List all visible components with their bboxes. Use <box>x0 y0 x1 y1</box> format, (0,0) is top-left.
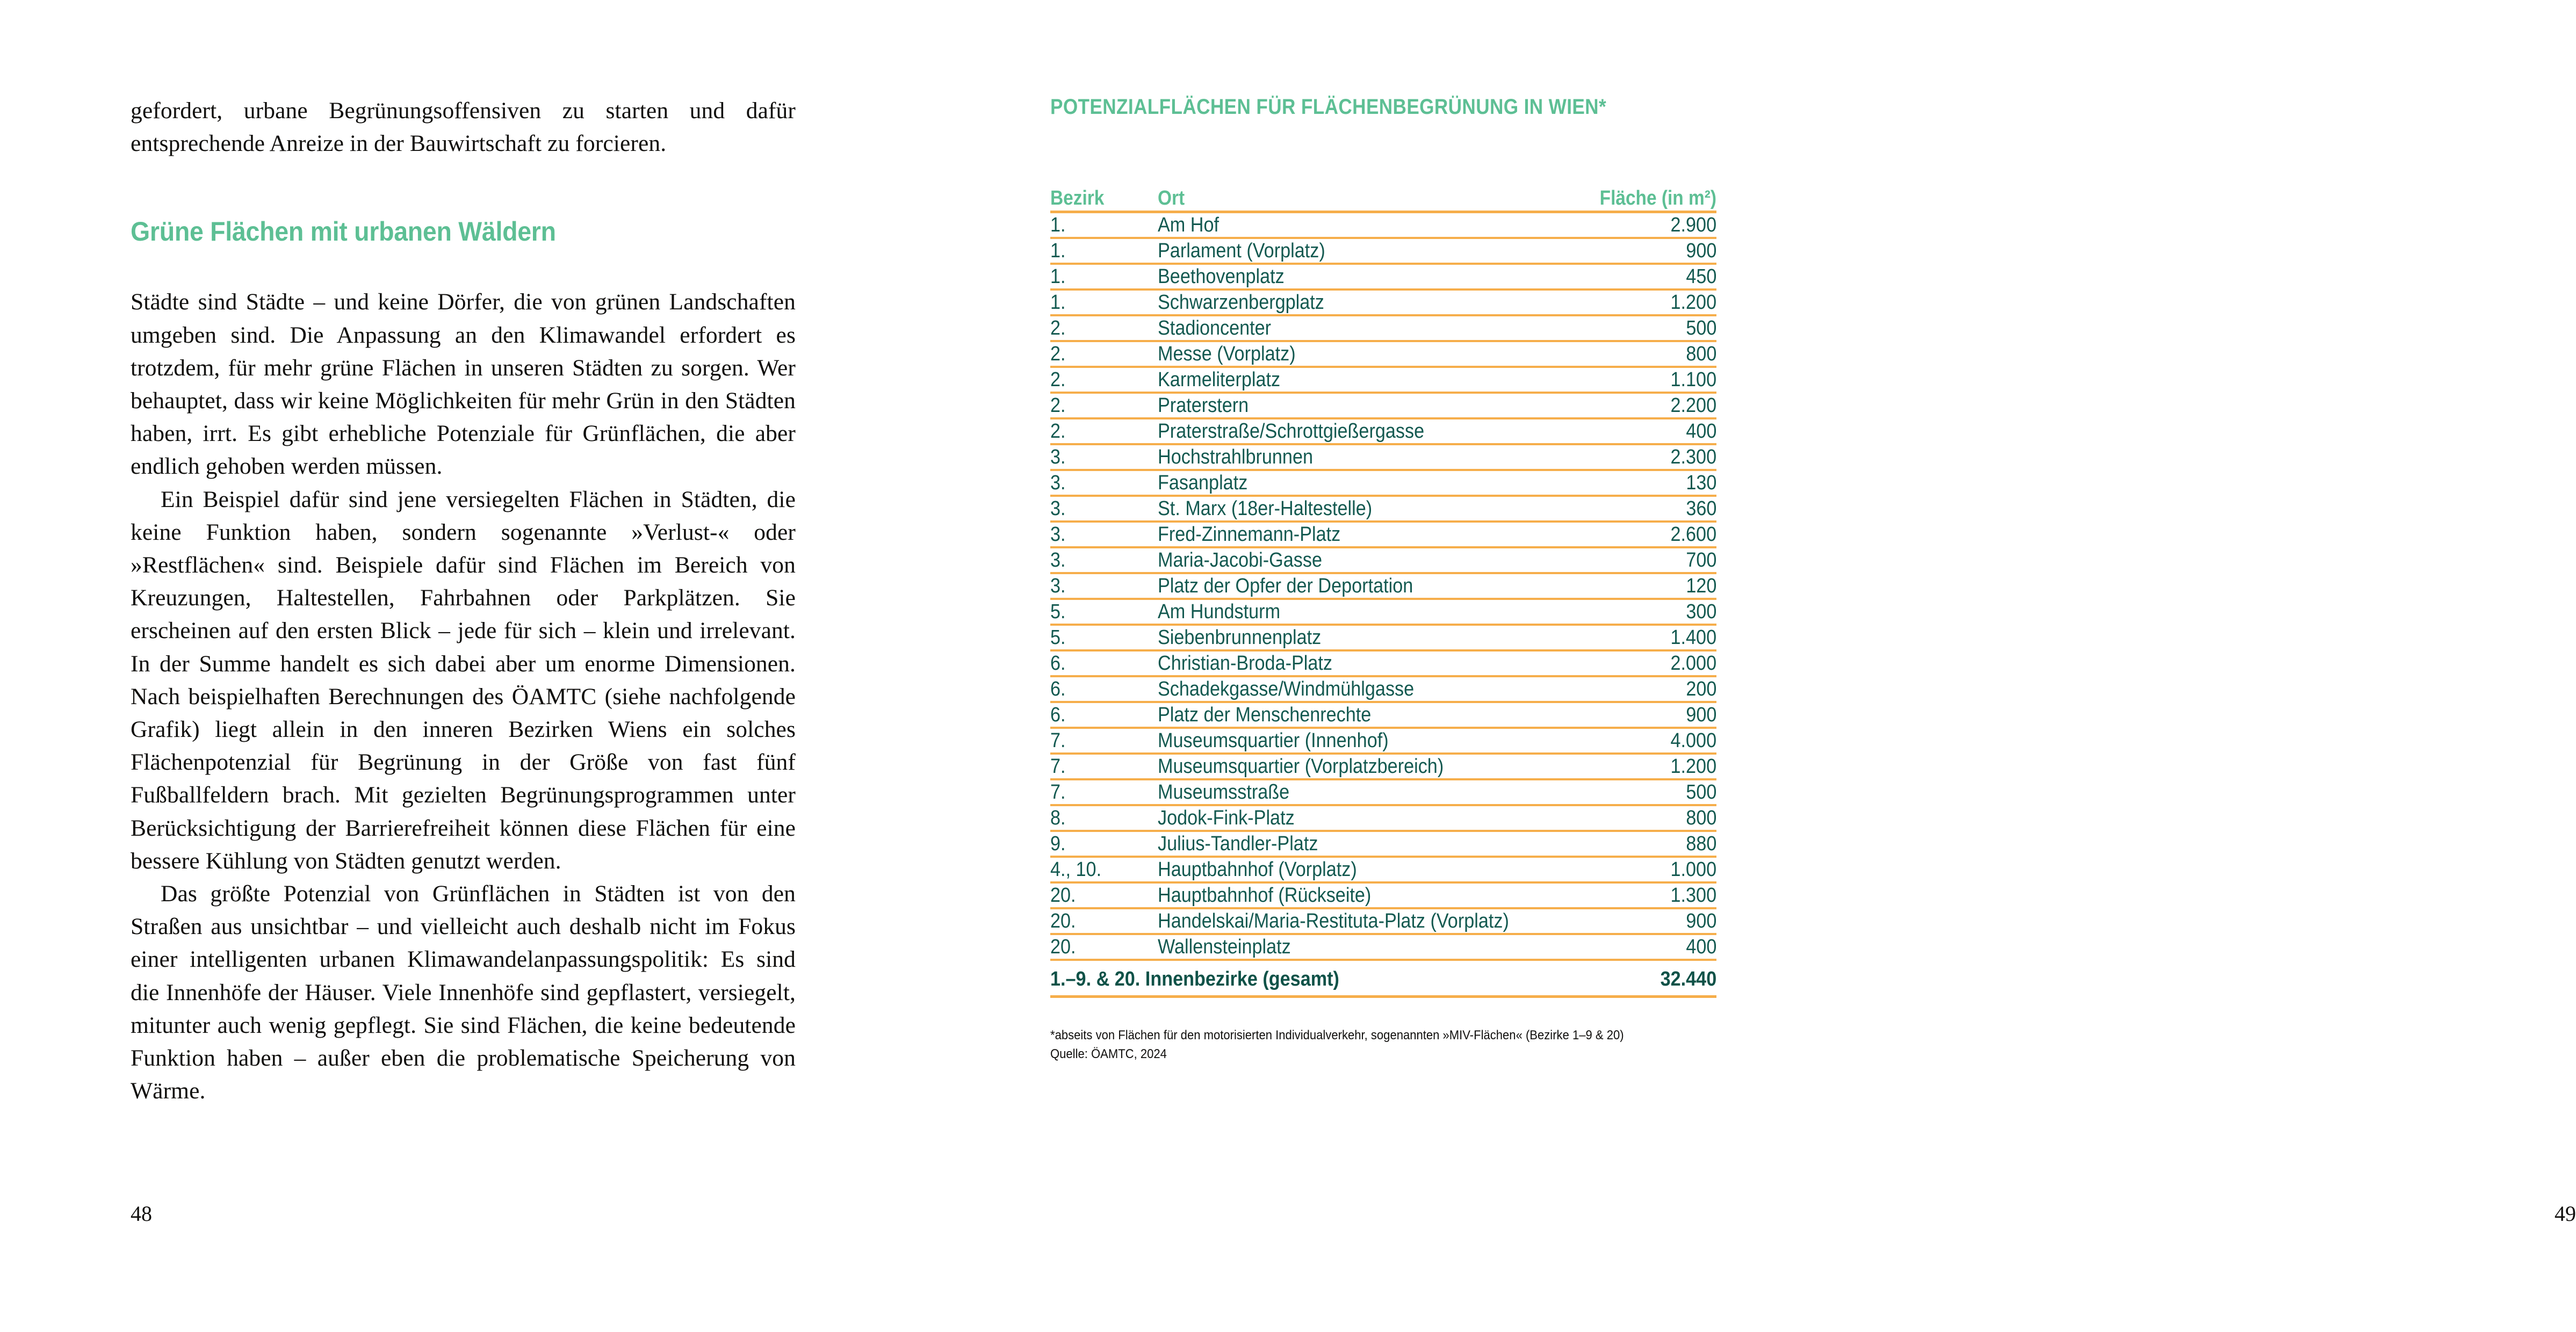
cell-flaeche <box>1558 728 1716 754</box>
cell-flaeche <box>1558 625 1716 650</box>
cell-ort-value: Fasanplatz <box>1158 472 1248 494</box>
cell-ort-value: Museumsquartier (Innenhof) <box>1158 729 1389 752</box>
table-row <box>1050 702 1716 728</box>
cell-bezirk <box>1050 264 1158 289</box>
cell-ort-value: Parlament (Vorplatz) <box>1158 240 1325 262</box>
footnote-line-2: Quelle: ÖAMTC, 2024 <box>1050 1047 1167 1061</box>
cell-bezirk <box>1050 522 1158 547</box>
cell-ort-value: Wallensteinplatz <box>1158 936 1291 958</box>
cell-ort <box>1158 367 1558 393</box>
table-row <box>1050 496 1716 522</box>
cell-ort <box>1158 676 1558 702</box>
cell-bezirk <box>1050 702 1158 728</box>
table-row <box>1050 599 1716 625</box>
cell-ort <box>1158 212 1558 238</box>
cell-flaeche <box>1558 341 1716 367</box>
table-row <box>1050 264 1716 289</box>
right-page <box>920 0 2576 1332</box>
cell-flaeche <box>1558 470 1716 496</box>
cell-bezirk-value: 2. <box>1050 317 1066 339</box>
intro-paragraph: gefordert, urbane Begrünungsoffensiven zu starten und dafür entsprechende Anreize in der Bauwirtschaft zu forcieren. <box>131 98 796 157</box>
table-row <box>1050 444 1716 470</box>
cell-bezirk <box>1050 882 1158 908</box>
cell-ort-value: Christian-Broda-Platz <box>1158 652 1333 675</box>
cell-flaeche <box>1558 934 1716 960</box>
cell-bezirk <box>1050 341 1158 367</box>
cell-bezirk-value: 9. <box>1050 832 1066 855</box>
cell-flaeche <box>1558 547 1716 573</box>
cell-flaeche <box>1558 805 1716 831</box>
cell-bezirk <box>1050 289 1158 315</box>
section-heading: Grüne Flächen mit urbanen Wäldern <box>131 216 556 247</box>
table-title: POTENZIALFLÄCHEN FÜR FLÄCHENBEGRÜNUNG IN WIEN* <box>1050 95 1607 119</box>
cell-ort-value: Fred-Zinnemann-Platz <box>1158 523 1341 546</box>
table-row <box>1050 934 1716 960</box>
table-row <box>1050 908 1716 934</box>
table-row <box>1050 212 1716 238</box>
table-row <box>1050 418 1716 444</box>
cell-flaeche <box>1558 754 1716 779</box>
column-header-bezirk-label: Bezirk <box>1050 187 1105 209</box>
cell-ort <box>1158 470 1558 496</box>
cell-bezirk-value: 3. <box>1050 497 1066 520</box>
cell-bezirk-value: 3. <box>1050 523 1066 546</box>
cell-ort-value: Julius-Tandler-Platz <box>1158 832 1318 855</box>
cell-bezirk-value: 8. <box>1050 807 1066 829</box>
cell-flaeche <box>1558 522 1716 547</box>
cell-ort <box>1158 728 1558 754</box>
table-row <box>1050 315 1716 341</box>
cell-ort-value: Platz der Menschenrechte <box>1158 704 1372 726</box>
footnote-line-1: *abseits von Flächen für den motorisierten Individualverkehr, sogenannten »MIV-Flächen« (Bezirke 1–9 & 20) <box>1050 1028 1624 1043</box>
cell-bezirk-value: 1. <box>1050 291 1066 314</box>
table-row <box>1050 341 1716 367</box>
cell-ort <box>1158 238 1558 264</box>
cell-ort-value: Beethovenplatz <box>1158 265 1285 288</box>
potential-areas-table <box>1050 186 1716 998</box>
cell-flaeche-value: 700 <box>1685 549 1716 571</box>
cell-ort <box>1158 289 1558 315</box>
cell-flaeche-value: 2.600 <box>1670 523 1716 546</box>
total-value-text: 32.440 <box>1660 968 1716 990</box>
cell-ort <box>1158 625 1558 650</box>
cell-flaeche <box>1558 315 1716 341</box>
body-paragraph-1: Städte sind Städte – und keine Dörfer, die von grünen Landschaften umgeben sind. Die Anpassung an den Klimawandel erfordert es trotzdem, für mehr grüne Flächen in unseren Städten zu sorgen. Wer behauptet, dass wir keine Möglichkeiten für mehr Grün in den Städten haben, irrt. Es gibt erhebliche Potenziale für Grünflächen, die aber endlich gehoben werden müssen. <box>131 289 796 480</box>
cell-flaeche <box>1558 444 1716 470</box>
table-row <box>1050 547 1716 573</box>
cell-flaeche-value: 360 <box>1685 497 1716 520</box>
table-row <box>1050 882 1716 908</box>
left-text-column <box>131 95 796 1107</box>
cell-flaeche <box>1558 857 1716 882</box>
cell-bezirk <box>1050 418 1158 444</box>
body-paragraph-2: Ein Beispiel dafür sind jene versiegelten Flächen in Städten, die keine Funktion haben, sondern sogenannte »Verlust-« oder »Restflächen« sind. Beispiele dafür sind Flächen im Bereich von Kreuzungen, Haltestellen, Fahrbahnen oder Parkplätzen. Sie erscheinen auf den ersten Blick – jede für sich – klein und irrelevant. In der Summe handelt es sich dabei aber um enorme Dimensionen. Nach beispielhaften Berechnungen des ÖAMTC (siehe nachfolgende Grafik) liegt allein in den inneren Bezirken Wiens ein solches Flächenpotenzial für Begrünung in der Größe von fast fünf Fußballfeldern brach. Mit gezielten Begrünungsprogrammen unter Berücksichtigung der Barrierefreiheit können diese Flächen für eine bessere Kühlung von Städten genutzt werden. <box>131 486 796 874</box>
cell-bezirk-value: 2. <box>1050 394 1066 417</box>
cell-bezirk-value: 20. <box>1050 910 1076 932</box>
cell-flaeche <box>1558 908 1716 934</box>
left-page <box>0 0 920 1332</box>
cell-ort <box>1158 908 1558 934</box>
cell-bezirk <box>1050 599 1158 625</box>
cell-bezirk <box>1050 831 1158 857</box>
cell-bezirk-value: 3. <box>1050 472 1066 494</box>
cell-bezirk <box>1050 908 1158 934</box>
cell-ort-value: Stadioncenter <box>1158 317 1272 339</box>
cell-flaeche-value: 880 <box>1685 832 1716 855</box>
cell-flaeche-value: 900 <box>1685 704 1716 726</box>
cell-bezirk <box>1050 238 1158 264</box>
cell-bezirk <box>1050 573 1158 599</box>
cell-flaeche <box>1558 676 1716 702</box>
cell-ort-value: Museumsstraße <box>1158 781 1290 803</box>
table-row <box>1050 625 1716 650</box>
cell-flaeche-value: 2.300 <box>1670 446 1716 468</box>
cell-bezirk <box>1050 547 1158 573</box>
cell-bezirk <box>1050 805 1158 831</box>
cell-flaeche-value: 2.000 <box>1670 652 1716 675</box>
column-header-ort <box>1158 186 1558 212</box>
cell-bezirk-value: 3. <box>1050 446 1066 468</box>
cell-ort-value: Hauptbahnhof (Vorplatz) <box>1158 858 1357 881</box>
cell-flaeche <box>1558 238 1716 264</box>
table-row <box>1050 754 1716 779</box>
cell-ort <box>1158 496 1558 522</box>
cell-ort <box>1158 547 1558 573</box>
cell-bezirk <box>1050 470 1158 496</box>
cell-ort-value: Praterstern <box>1158 394 1249 417</box>
page-number-right: 49 <box>2555 1201 2576 1226</box>
cell-flaeche-value: 500 <box>1685 781 1716 803</box>
cell-ort <box>1158 650 1558 676</box>
table-row <box>1050 393 1716 418</box>
cell-ort <box>1158 857 1558 882</box>
cell-bezirk-value: 7. <box>1050 781 1066 803</box>
cell-ort-value: Platz der Opfer der Deportation <box>1158 575 1413 597</box>
table-total-row <box>1050 960 1716 997</box>
table-row <box>1050 573 1716 599</box>
table-row <box>1050 522 1716 547</box>
cell-ort <box>1158 522 1558 547</box>
cell-flaeche <box>1558 779 1716 805</box>
cell-flaeche <box>1558 367 1716 393</box>
cell-bezirk-value: 3. <box>1050 575 1066 597</box>
cell-bezirk-value: 4., 10. <box>1050 858 1102 881</box>
table-body <box>1050 212 1716 997</box>
cell-flaeche-value: 300 <box>1685 600 1716 623</box>
cell-flaeche <box>1558 496 1716 522</box>
cell-flaeche-value: 1.200 <box>1670 755 1716 778</box>
cell-ort <box>1158 754 1558 779</box>
cell-ort-value: St. Marx (18er-Haltestelle) <box>1158 497 1373 520</box>
right-content-column <box>1050 95 1716 1063</box>
cell-flaeche <box>1558 702 1716 728</box>
cell-bezirk-value: 5. <box>1050 600 1066 623</box>
cell-ort <box>1158 882 1558 908</box>
cell-flaeche-value: 450 <box>1685 265 1716 288</box>
table-row <box>1050 367 1716 393</box>
cell-bezirk <box>1050 754 1158 779</box>
cell-ort-value: Hochstrahlbrunnen <box>1158 446 1313 468</box>
cell-bezirk <box>1050 650 1158 676</box>
table-row <box>1050 238 1716 264</box>
cell-flaeche-value: 500 <box>1685 317 1716 339</box>
cell-ort <box>1158 418 1558 444</box>
cell-ort-value: Schadekgasse/Windmühlgasse <box>1158 678 1415 700</box>
cell-ort <box>1158 805 1558 831</box>
cell-ort <box>1158 573 1558 599</box>
cell-bezirk <box>1050 315 1158 341</box>
cell-flaeche-value: 800 <box>1685 343 1716 365</box>
cell-ort <box>1158 341 1558 367</box>
cell-flaeche-value: 900 <box>1685 910 1716 932</box>
cell-bezirk-value: 7. <box>1050 755 1066 778</box>
cell-bezirk <box>1050 444 1158 470</box>
cell-bezirk <box>1050 212 1158 238</box>
cell-bezirk-value: 20. <box>1050 936 1076 958</box>
cell-flaeche <box>1558 882 1716 908</box>
cell-bezirk <box>1050 367 1158 393</box>
column-header-ort-label: Ort <box>1158 187 1185 209</box>
table-row <box>1050 470 1716 496</box>
cell-ort-value: Museumsquartier (Vorplatzbereich) <box>1158 755 1444 778</box>
cell-bezirk <box>1050 934 1158 960</box>
cell-flaeche-value: 800 <box>1685 807 1716 829</box>
cell-flaeche <box>1558 264 1716 289</box>
table-row <box>1050 650 1716 676</box>
cell-ort-value: Siebenbrunnenplatz <box>1158 626 1322 649</box>
cell-flaeche-value: 1.400 <box>1670 626 1716 649</box>
cell-ort <box>1158 831 1558 857</box>
cell-bezirk <box>1050 625 1158 650</box>
cell-flaeche-value: 120 <box>1685 575 1716 597</box>
cell-flaeche <box>1558 289 1716 315</box>
cell-bezirk-value: 2. <box>1050 420 1066 443</box>
table-row <box>1050 805 1716 831</box>
table-row <box>1050 779 1716 805</box>
column-header-flaeche <box>1558 186 1716 212</box>
cell-flaeche-value: 1.100 <box>1670 368 1716 391</box>
cell-ort <box>1158 393 1558 418</box>
table-row <box>1050 676 1716 702</box>
cell-ort <box>1158 444 1558 470</box>
cell-ort-value: Handelskai/Maria-Restituta-Platz (Vorplatz) <box>1158 910 1509 932</box>
cell-flaeche-value: 130 <box>1685 472 1716 494</box>
cell-ort <box>1158 702 1558 728</box>
table-row <box>1050 831 1716 857</box>
cell-bezirk <box>1050 393 1158 418</box>
table-header-row <box>1050 186 1716 212</box>
cell-flaeche-value: 4.000 <box>1670 729 1716 752</box>
cell-bezirk <box>1050 676 1158 702</box>
cell-bezirk <box>1050 496 1158 522</box>
cell-bezirk-value: 2. <box>1050 343 1066 365</box>
cell-ort-value: Messe (Vorplatz) <box>1158 343 1296 365</box>
cell-bezirk-value: 5. <box>1050 626 1066 649</box>
cell-ort-value: Schwarzenbergplatz <box>1158 291 1324 314</box>
cell-flaeche-value: 2.900 <box>1670 214 1716 236</box>
cell-bezirk-value: 1. <box>1050 265 1066 288</box>
cell-flaeche-value: 1.000 <box>1670 858 1716 881</box>
total-label <box>1050 960 1558 997</box>
cell-bezirk <box>1050 857 1158 882</box>
cell-ort-value: Am Hundsturm <box>1158 600 1281 623</box>
table-footnote <box>1050 1026 1716 1063</box>
cell-flaeche <box>1558 831 1716 857</box>
cell-flaeche-value: 1.300 <box>1670 884 1716 907</box>
cell-bezirk-value: 1. <box>1050 214 1066 236</box>
table-head <box>1050 186 1716 212</box>
table-row <box>1050 289 1716 315</box>
cell-bezirk-value: 1. <box>1050 240 1066 262</box>
cell-ort <box>1158 779 1558 805</box>
cell-ort <box>1158 315 1558 341</box>
cell-bezirk-value: 6. <box>1050 678 1066 700</box>
total-value <box>1558 960 1716 997</box>
column-header-bezirk <box>1050 186 1158 212</box>
cell-ort-value: Karmeliterplatz <box>1158 368 1281 391</box>
cell-ort-value: Am Hof <box>1158 214 1220 236</box>
page-number-left: 48 <box>131 1201 152 1226</box>
cell-flaeche-value: 2.200 <box>1670 394 1716 417</box>
cell-bezirk-value: 6. <box>1050 704 1066 726</box>
cell-bezirk-value: 20. <box>1050 884 1076 907</box>
cell-flaeche <box>1558 650 1716 676</box>
cell-ort-value: Hauptbahnhof (Rückseite) <box>1158 884 1372 907</box>
total-label-text: 1.–9. & 20. Innenbezirke (gesamt) <box>1050 968 1339 990</box>
cell-bezirk <box>1050 728 1158 754</box>
table-row <box>1050 728 1716 754</box>
cell-ort <box>1158 264 1558 289</box>
cell-flaeche <box>1558 212 1716 238</box>
cell-flaeche-value: 400 <box>1685 936 1716 958</box>
body-paragraph-3: Das größte Potenzial von Grünflächen in Städten ist von den Straßen aus unsichtbar – und vielleicht auch deshalb nicht im Fokus einer intelligenten urbanen Klimawandelanpassungspolitik: Es sind die Innenhöfe der Häuser. Viele Innenhöfe sind gepflastert, versiegelt, mitunter auch wenig gepflegt. Sie sind Flächen, die keine bedeutende Funktion haben – außer eben die problematische Speicherung von Wärme. <box>131 881 796 1104</box>
table-row <box>1050 857 1716 882</box>
cell-bezirk-value: 7. <box>1050 729 1066 752</box>
cell-bezirk-value: 2. <box>1050 368 1066 391</box>
cell-flaeche <box>1558 418 1716 444</box>
cell-flaeche <box>1558 599 1716 625</box>
cell-flaeche-value: 400 <box>1685 420 1716 443</box>
column-header-flaeche-label: Fläche (in m²) <box>1599 187 1716 209</box>
cell-flaeche-value: 200 <box>1685 678 1716 700</box>
cell-ort <box>1158 934 1558 960</box>
cell-ort-value: Jodok-Fink-Platz <box>1158 807 1295 829</box>
spacer-after-heading <box>131 247 796 286</box>
cell-ort-value: Praterstraße/Schrottgießergasse <box>1158 420 1425 443</box>
cell-flaeche <box>1558 573 1716 599</box>
cell-flaeche-value: 900 <box>1685 240 1716 262</box>
cell-flaeche <box>1558 393 1716 418</box>
cell-flaeche-value: 1.200 <box>1670 291 1716 314</box>
cell-bezirk <box>1050 779 1158 805</box>
cell-bezirk-value: 3. <box>1050 549 1066 571</box>
cell-ort-value: Maria-Jacobi-Gasse <box>1158 549 1322 571</box>
spacer-before-heading <box>131 160 796 216</box>
cell-bezirk-value: 6. <box>1050 652 1066 675</box>
cell-ort <box>1158 599 1558 625</box>
